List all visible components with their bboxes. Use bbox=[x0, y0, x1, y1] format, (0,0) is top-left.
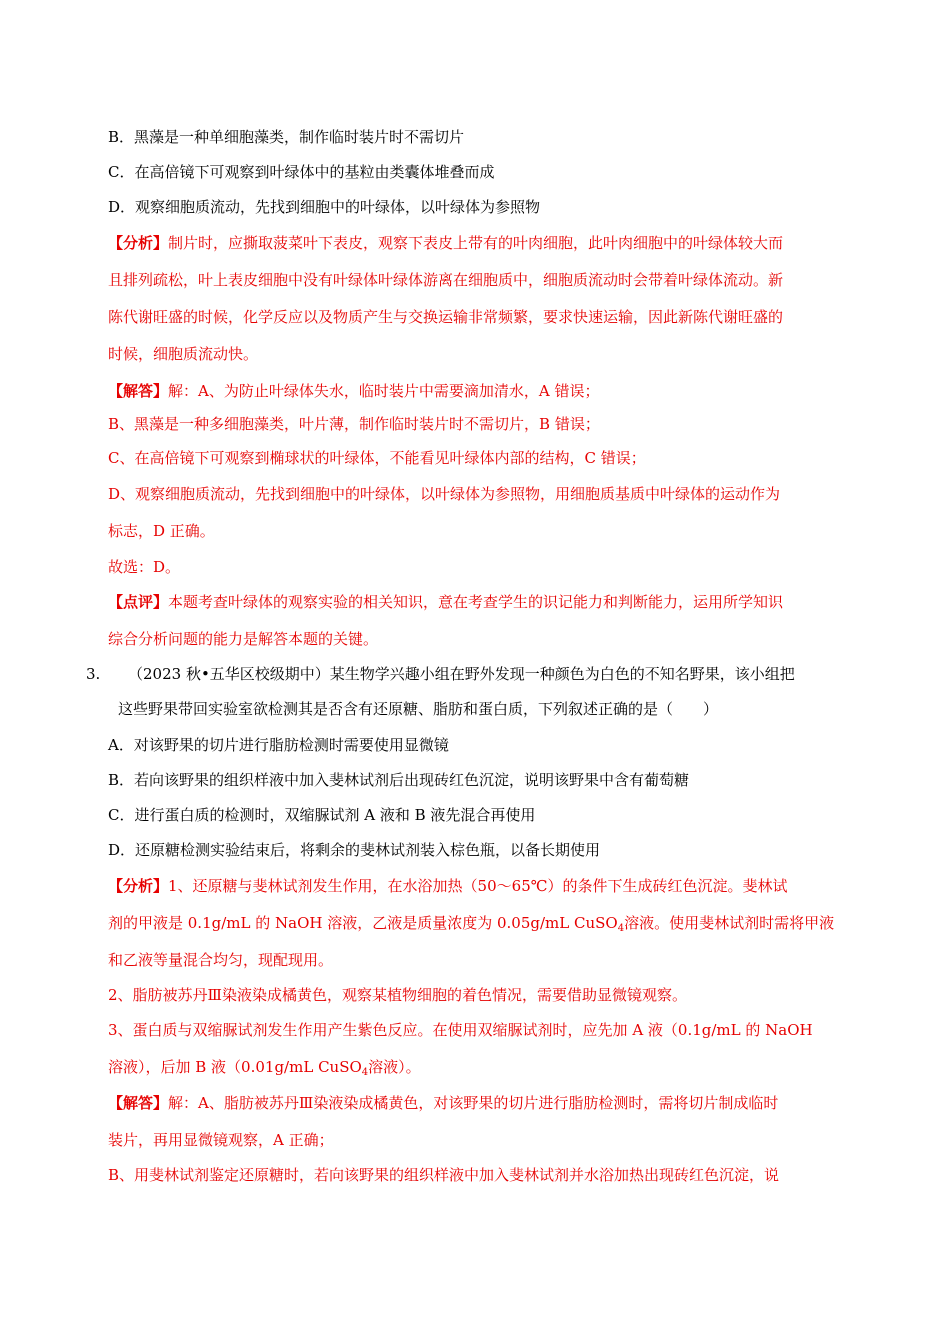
q2-answer-line-1: 【解答】解：A、为防止叶绿体失水，临时装片中需要滴加清水，A 错误； bbox=[108, 382, 600, 400]
q2-analysis-line-4: 时候，细胞质流动快。 bbox=[108, 345, 259, 363]
q3-option-c: C．进行蛋白质的检测时，双缩脲试剂 A 液和 B 液先混合再使用 bbox=[108, 806, 536, 824]
q3-stem-line-2: 这些野果带回实验室欲检测其是否含有还原糖、脂肪和蛋白质，下列叙述正确的是（ ） bbox=[118, 700, 719, 718]
q3-analysis-line-6: 溶液），后加 B 液（0.01g/mL CuSO$_4$溶液）。 bbox=[108, 1058, 421, 1078]
q2-analysis-line-2: 且排列疏松，叶上表皮细胞中没有叶绿体叶绿体游离在细胞质中，细胞质流动时会带着叶绿体流动。新 bbox=[108, 271, 784, 289]
q3-answer-line-1: 【解答】解：A、脂肪被苏丹Ⅲ染液染成橘黄色，对该野果的切片进行脂肪检测时，需将切片制成临时 bbox=[108, 1094, 779, 1112]
q3-analysis-line-2: 剂的甲液是 0.1g/mL 的 NaOH 溶液，乙液是质量浓度为 0.05g/mL CuSO$_4$溶液。使用斐林试剂时需将甲液 bbox=[108, 914, 835, 934]
q3-number: 3. bbox=[86, 665, 101, 683]
q2-option-b: B．黑藻是一种单细胞藻类，制作临时装片时不需切片 bbox=[108, 128, 465, 146]
answer-tag: 【解答】 bbox=[108, 382, 169, 400]
q2-choice: 故选：D。 bbox=[108, 558, 181, 576]
comment-tag: 【点评】 bbox=[108, 593, 169, 611]
q3-analysis-line-4: 2、脂肪被苏丹Ⅲ染液染成橘黄色，观察某植物细胞的着色情况，需要借助显微镜观察。 bbox=[108, 986, 688, 1004]
q2-comment-line-1: 【点评】本题考查叶绿体的观察实验的相关知识，意在考查学生的识记能力和判断能力，运用所学知识 bbox=[108, 593, 784, 611]
q3-stem-line-1: （2023 秋•五华区校级期中）某生物学兴趣小组在野外发现一种颜色为白色的不知名野果，该小组把 bbox=[128, 665, 795, 683]
q3-analysis-line-5: 3、蛋白质与双缩脲试剂发生作用产生紫色反应。在使用双缩脲试剂时，应先加 A 液（0.1g/mL 的 NaOH bbox=[108, 1021, 813, 1039]
q2-comment-line-2: 综合分析问题的能力是解答本题的关键。 bbox=[108, 630, 379, 648]
q2-answer-line-2: B、黑藻是一种多细胞藻类，叶片薄，制作临时装片时不需切片，B 错误； bbox=[108, 415, 600, 433]
q3-option-b: B．若向该野果的组织样液中加入斐林试剂后出现砖红色沉淀，说明该野果中含有葡萄糖 bbox=[108, 771, 690, 789]
analysis-tag: 【分析】 bbox=[108, 877, 169, 895]
q3-answer-line-2: 装片，再用显微镜观察，A 正确； bbox=[108, 1131, 334, 1149]
q2-analysis-line-1: 【分析】制片时，应撕取菠菜叶下表皮，观察下表皮上带有的叶肉细胞，此叶肉细胞中的叶绿体较大而 bbox=[108, 234, 784, 252]
q2-option-c: C．在高倍镜下可观察到叶绿体中的基粒由类囊体堆叠而成 bbox=[108, 163, 495, 181]
q2-answer-line-4: D、观察细胞质流动，先找到细胞中的叶绿体，以叶绿体为参照物，用细胞质基质中叶绿体的运动作为 bbox=[108, 485, 781, 503]
q3-answer-line-3: B、用斐林试剂鉴定还原糖时，若向该野果的组织样液中加入斐林试剂并水浴加热出现砖红色沉淀，说 bbox=[108, 1166, 780, 1184]
q3-analysis-line-3: 和乙液等量混合均匀，现配现用。 bbox=[108, 951, 334, 969]
analysis-tag: 【分析】 bbox=[108, 234, 169, 252]
answer-tag: 【解答】 bbox=[108, 1094, 169, 1112]
q3-option-d: D．还原糖检测实验结束后，将剩余的斐林试剂装入棕色瓶，以备长期使用 bbox=[108, 841, 601, 859]
q2-analysis-line-3: 陈代谢旺盛的时候，化学反应以及物质产生与交换运输非常频繁，要求快速运输，因此新陈代谢旺盛的 bbox=[108, 308, 784, 326]
q2-option-d: D．观察细胞质流动，先找到细胞中的叶绿体，以叶绿体为参照物 bbox=[108, 198, 541, 216]
q3-analysis-line-1: 【分析】1、还原糖与斐林试剂发生作用，在水浴加热（50～65℃）的条件下生成砖红色沉淀。斐林试 bbox=[108, 877, 788, 895]
q2-answer-line-5: 标志，D 正确。 bbox=[108, 522, 215, 540]
q3-option-a: A．对该野果的切片进行脂肪检测时需要使用显微镜 bbox=[108, 736, 449, 754]
q2-answer-line-3: C、在高倍镜下可观察到椭球状的叶绿体，不能看见叶绿体内部的结构，C 错误； bbox=[108, 449, 646, 467]
